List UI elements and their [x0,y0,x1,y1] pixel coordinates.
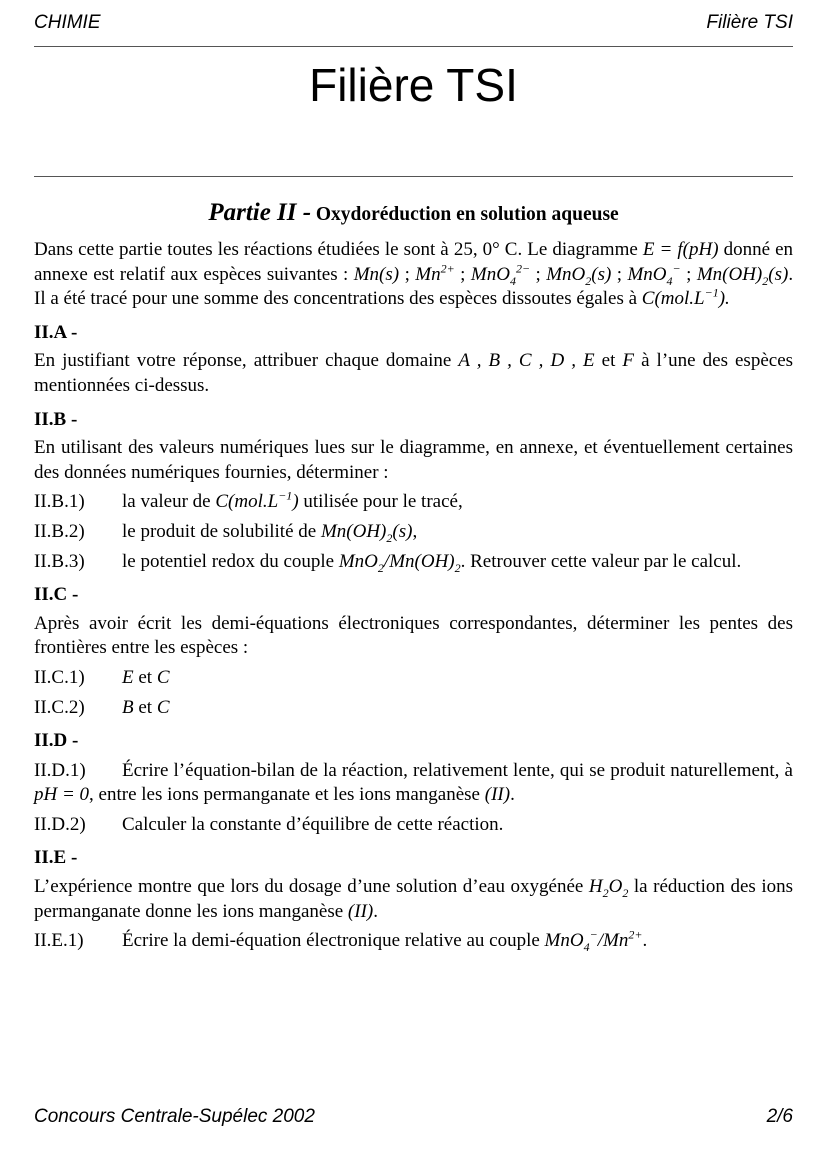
part-heading [34,198,793,230]
part-title: Oxydoréduction en solution aqueuse [315,204,619,225]
page-title: Filière TSI [309,59,518,111]
section-b-intro: En utilisant des valeurs numériques lues sur le diagramme, en annexe, et éventuellement certaines des données numériques fournies, déterminer : [34,437,793,483]
concentration-symbol: $C(mol.L^{-1})$. [641,285,730,310]
species-mno4-2: MnO$_4^{2-}$ [470,261,531,288]
question-d1: II.D.1) Écrire l’équation-bilan de la réaction, relativement lente, qui se produit naturellement, à pH = 0, entre les ions permanganate et les ions manganèse (II). [34,759,793,806]
question-b2: II.B.2) le produit de solubilité de $Mn(OH)_2(s)$, [34,520,418,545]
question-c2: II.C.2) B et C [34,696,170,718]
header-rule [34,46,793,47]
species-mno2: MnO$_2$(s) [546,263,612,288]
part-label: Partie II - [208,199,312,226]
header-track: Filière TSI [706,12,793,33]
question-d2: II.D.2) Calculer la constante d’équilibre de cette réaction. [34,813,504,835]
title-rule [34,176,793,177]
footer-page-number: 2/6 [766,1106,793,1127]
section-heading-b: II.B - [34,408,78,430]
section-heading-d: II.D - [34,730,79,752]
footer-contest: Concours Centrale-Supélec 2002 [34,1106,315,1127]
question-e1: II.E.1) Écrire la demi-équation électronique relative au couple $MnO_4^-/Mn^{2+}$. [34,927,648,955]
intro-paragraph: Dans cette partie toutes les réactions étudiées le sont à 25, 0° C. Le diagramme E = f(pH) donné en annexe est relatif aux espèces suivantes : Mn(s) ; $Mn^{2+}$ ; MnO$_4^{2-}$ ; MnO$_2$(s) ; MnO$_4$− ; $Mn(OH)_2(s)$. Il a été tracé pour une somme des concentrations des espèces dissoutes égales à $C(mol.L^{-1})$. [34,239,794,310]
main-content [34,198,793,954]
section-c-intro: Après avoir écrit les demi-équations électroniques correspondantes, déterminer les pentes des frontières entre les espèces : [34,612,793,659]
section-a-text: En justifiant votre réponse, attribuer chaque domaine A , B , C , D , E et F à l’une des espèces mentionnées ci-dessus. [34,350,794,396]
species-mnoh2: $Mn(OH)_2(s)$ [696,263,789,288]
species-mn: Mn(s) [353,263,400,285]
section-heading-a: II.A - [34,321,78,343]
question-b1: II.B.1) la valeur de $C(mol.L^{-1})$ utilisée pour le tracé, [34,489,463,513]
question-c1: II.C.1) E et C [34,666,170,688]
section-heading-e: II.E - [34,847,78,869]
section-heading-c: II.C - [34,584,79,606]
header-subject: CHIMIE [34,12,101,33]
section-e-text: L’expérience montre que lors du dosage d’une solution d’eau oxygénée $H_2O_2$ la réduction des ions permanganate donne les ions manganèse (II). [34,876,793,922]
question-b3: II.B.3) le potentiel redox du couple $MnO_2/Mn(OH)_2$. Retrouver cette valeur par le calcul. [34,550,742,575]
species-mn2: $Mn^{2+}$ [415,261,455,285]
species-mno4: MnO$_4$− [627,261,681,288]
